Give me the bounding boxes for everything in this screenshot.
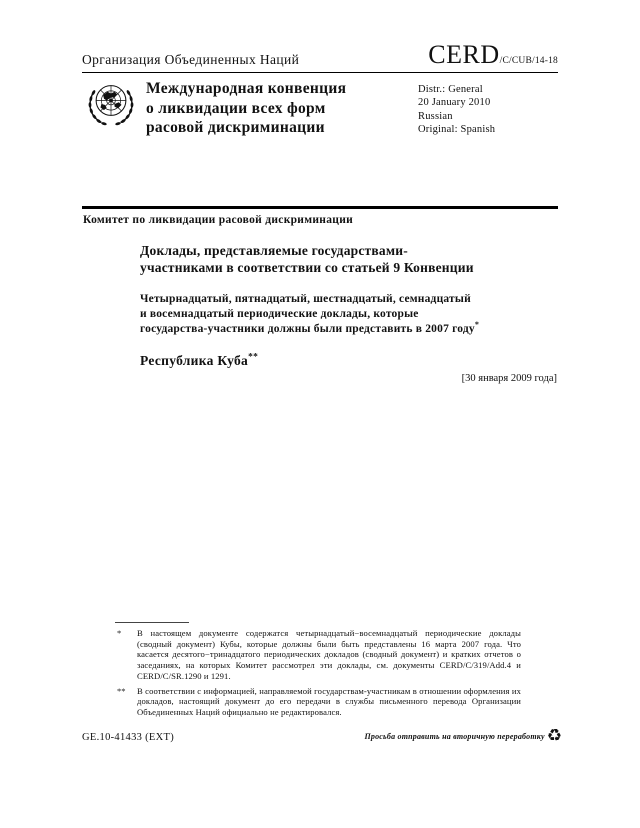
convention-title-line1: Международная конвенция [146, 80, 347, 97]
document-symbol-sub: /C/CUB/14-18 [499, 56, 558, 66]
footnote-2-text: В соответствии с информацией, направляемой государствам-участникам в отношении оформления их докладов, настоящий документ до его передачи в службы письменного перевода Организации Объединенных Наций официально не редактировался. [137, 685, 521, 717]
footnote-2 [117, 686, 521, 718]
footnote-2-marker: ** [117, 685, 126, 696]
recycle-note [364, 728, 562, 745]
convention-title-line2: о ликвидации всех форм [146, 99, 326, 117]
report-subtitle [140, 292, 580, 337]
footnote-1-marker: * [117, 628, 122, 638]
distr-line: Distr.: General [418, 84, 483, 95]
footnotes [117, 628, 521, 722]
submission-date: [30 января 2009 года] [461, 373, 557, 384]
convention-title-line3: расовой дискриминации [146, 119, 325, 136]
distr-date: 20 January 2010 [418, 97, 491, 109]
masthead [82, 42, 558, 73]
document-symbol [428, 42, 558, 68]
recycle-note-text: Просьба отправить на вторичную переработку [364, 732, 545, 741]
section-divider [82, 206, 558, 209]
footnote-1 [117, 628, 521, 682]
distr-original: Original: Spanish [418, 124, 496, 136]
convention-title [146, 79, 346, 138]
footnote-separator [115, 622, 189, 623]
report-subtitle-line2: и восемнадцатый периодические доклады, которые [140, 308, 419, 320]
report-subtitle-line3: государства-участники должны были представить в 2007 году* [140, 320, 480, 335]
report-title-line1: Доклады, представляемые государствами- [140, 243, 408, 258]
committee-heading: Комитет по ликвидации расовой дискриминации [83, 214, 354, 226]
state-party-name: Республика Куба** [140, 352, 259, 368]
report-title [140, 242, 570, 276]
distr-language: Russian [418, 110, 453, 122]
document-symbol-main: CERD [428, 40, 500, 69]
report-subtitle-line1: Четырнадцатый, пятнадцатый, шестнадцатый, семнадцатый [140, 293, 471, 305]
footnote-1-text: В настоящем документе содержатся четырнадцатый−восемнадцатый периодические доклады (сводный документ) Кубы, которые должны были быть представлены 16 марта 2007 года. Что касается десятого−тринадцатого периодических докладов (сводный документ) и кратких отчетов о заседаниях, на которых Комитет рассмотрел эти доклады, см. документы CERD/C/319/Add.4 и CERD/C/SR.1290 и 1291. [137, 628, 521, 681]
ge-document-number: GE.10-41433 (EXT) [82, 732, 174, 743]
org-name: Организация Объединенных Наций [82, 52, 300, 67]
recycle-symbol-icon: ♻ [546, 726, 562, 746]
distribution-block [418, 83, 495, 137]
footnote-ref-double-asterisk: ** [248, 352, 259, 363]
report-title-line2: участниками в соответствии со статьей 9 Конвенции [140, 260, 474, 275]
footnote-ref-asterisk: * [474, 320, 480, 330]
un-emblem-icon [83, 75, 139, 138]
